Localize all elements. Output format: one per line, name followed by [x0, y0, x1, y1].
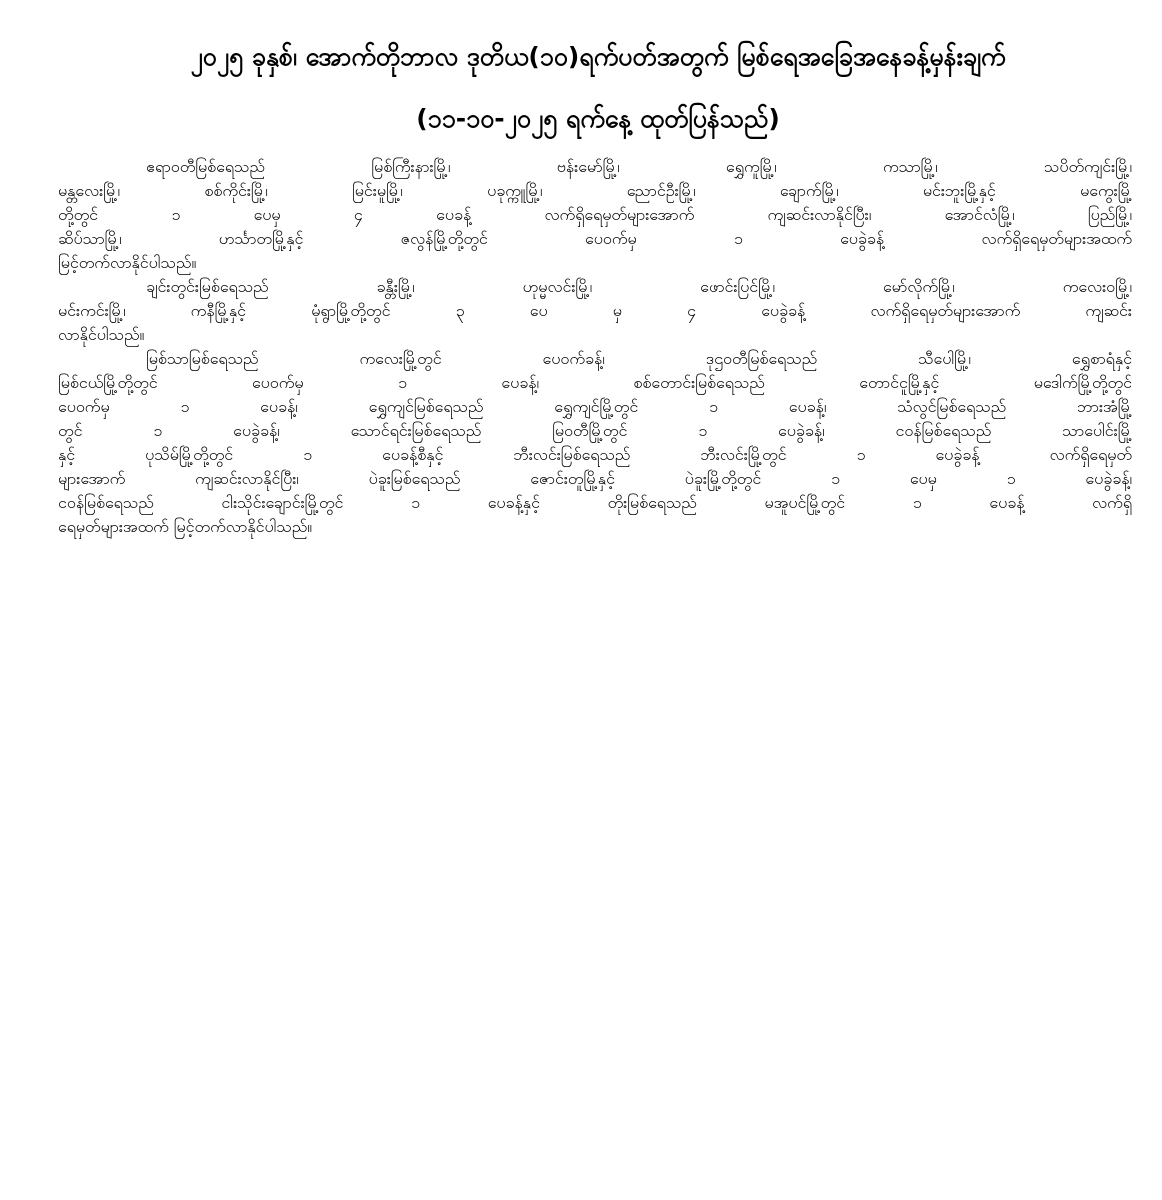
paragraph-line: တွင် ၁ ပေခွဲခန့်၊ သောင်ရင်းမြစ်ရေသည် မြဝတီမြို့တွင် ၁ ပေခွဲခန့်၊ ငဝန်မြစ်ရေသည် သာပေါင်းမြို့ — [58, 421, 1132, 440]
paragraph-line: ရေမှတ်များအထက် မြင့်တက်လာနိုင်ပါသည်။ — [58, 517, 313, 536]
paragraph-line: ဧရာဝတီမြစ်ရေသည် မြစ်ကြီးနားမြို့၊ ဗန်းမော်မြို့၊ ရွှေကူမြို့၊ ကသာမြို့၊ သပိတ်ကျင်းမြို့၊ — [146, 157, 1132, 176]
bulletin-issue-date: (၁၁-၁၀-၂၀၂၅ ရက်နေ့ ထုတ်ပြန်သည်) — [416, 104, 780, 133]
paragraph-line: ချင်းတွင်းမြစ်ရေသည် ခန္တီးမြို့၊ ဟုမ္မလင်းမြို့၊ ဖောင်းပြင်မြို့၊ မော်လိုက်မြို့၊ ကလေးဝမြို့၊ — [146, 277, 1132, 296]
paragraph-line: များအောက် ကျဆင်းလာနိုင်ပြီး၊ ပဲခူးမြစ်ရေသည် ဇောင်းတူမြို့နှင့် ပဲခူးမြို့တို့တွင် ၁ ပေမှ ၁ ပေခွဲခန့်၊ — [58, 469, 1132, 488]
paragraph-chindwin — [58, 276, 1132, 348]
bulletin-body — [58, 156, 1132, 540]
bulletin-title: ၂၀၂၅ ခုနှစ်၊ အောက်တိုဘာလ ဒုတိယ(၁၀)ရက်ပတ်အတွက် မြစ်ရေအခြေအနေခန့်မှန်းချက် — [190, 42, 1006, 71]
paragraph-ayeyarwady — [58, 156, 1132, 276]
bulletin-header — [58, 26, 1132, 150]
paragraph-line: ငဝန်မြစ်ရေသည် ငါးသိုင်းချောင်းမြို့တွင် ၁ ပေခန့်နှင့် တိုးမြစ်ရေသည် မအူပင်မြို့တွင် ၁ ပေခန့် လက်ရှိ — [58, 493, 1132, 512]
paragraph-line: မင်းကင်းမြို့၊ ကနီမြို့နှင့် မုံရွာမြို့တို့တွင် ၃ ပေ မှ ၄ ပေခွဲခန့် လက်ရှိရေမှတ်များအောက် ကျဆင်း — [58, 301, 1132, 320]
paragraph-line: မန္တလေးမြို့၊ စစ်ကိုင်းမြို့၊ မြင်းမူမြို့၊ ပခုက္ကူမြို့၊ ညောင်ဦးမြို့၊ ချောက်မြို့၊ မင်းဘူးမြို့နှင့် မကွေးမြို့ — [58, 181, 1132, 200]
paragraph-line: တို့တွင် ၁ ပေမှ ၄ ပေခန့် လက်ရှိရေမှတ်များအောက် ကျဆင်းလာနိုင်ပြီး၊ အောင်လံမြို့၊ ပြည်မြို့၊ — [58, 205, 1132, 224]
paragraph-line: မြစ်သာမြစ်ရေသည် ကလေးမြို့တွင် ပေဝက်ခန့်၊ ဒုဌဝတီမြစ်ရေသည် သီပေါမြို့၊ ရွှေစာရံနှင့် — [146, 349, 1132, 368]
paragraph-line: နှင့် ပုသိမ်မြို့တို့တွင် ၁ ပေခန့်စီနှင့် ဘီးလင်းမြစ်ရေသည် ဘီးလင်းမြို့တွင် ၁ ပေခွဲခန့် လက်ရှိရေမှတ် — [58, 445, 1132, 464]
paragraph-line: မြင့်တက်လာနိုင်ပါသည်။ — [58, 253, 197, 272]
paragraph-line: မြစ်ငယ်မြို့တို့တွင် ပေဝက်မှ ၁ ပေခန့်၊ စစ်တောင်းမြစ်ရေသည် တောင်ငူမြို့နှင့် မဒေါက်မြို့တို့တွင် — [58, 373, 1132, 392]
paragraph-line: လာနိုင်ပါသည်။ — [58, 325, 145, 344]
paragraph-line: ဆိပ်သာမြို့၊ ဟင်္သာတမြို့နှင့် ဇလွန်မြို့တို့တွင် ပေဝက်မှ ၁ ပေခွဲခန့် လက်ရှိရေမှတ်များအထက် — [58, 229, 1132, 248]
paragraph-line: ပေဝက်မှ ၁ ပေခန့်၊ ရွှေကျင်မြစ်ရေသည် ရွှေကျင်မြို့တွင် ၁ ပေခန့်၊ သံလွင်မြစ်ရေသည် ဘားအံမြို့ — [58, 397, 1132, 416]
paragraph-other-rivers — [58, 348, 1132, 540]
